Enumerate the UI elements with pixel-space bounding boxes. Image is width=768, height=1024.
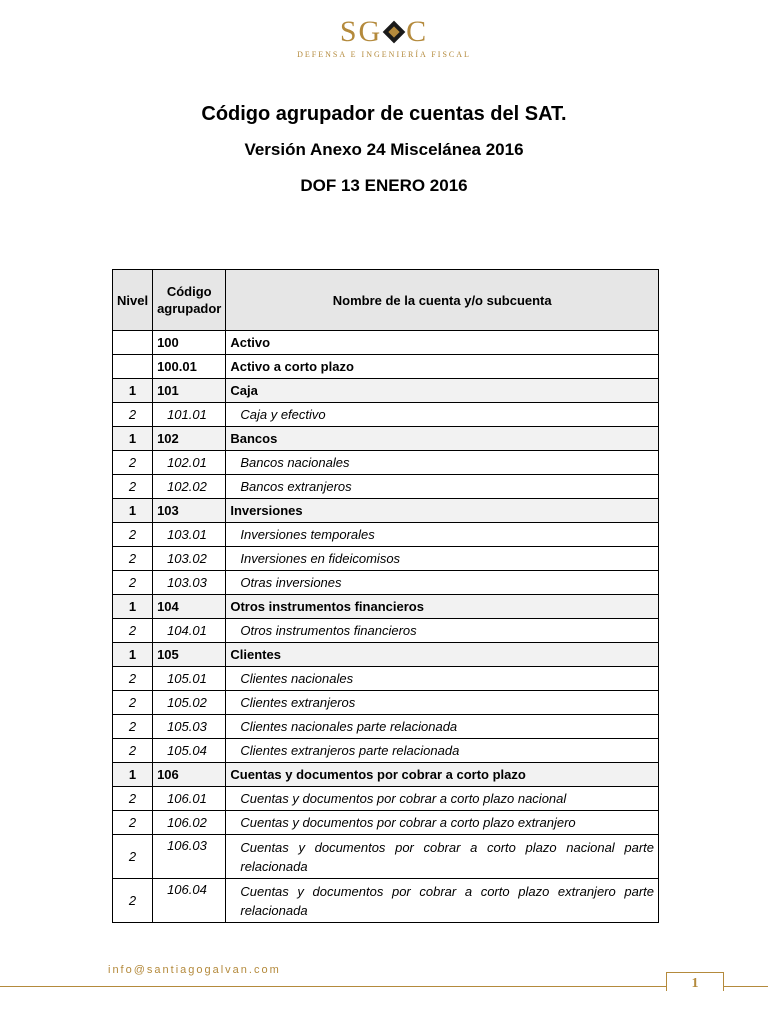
table-row [113,403,659,427]
document-title: Código agrupador de cuentas del SAT. [201,103,567,125]
cell-nombre: Caja y efectivo [226,403,659,427]
table-row [113,499,659,523]
table-row [113,427,659,451]
cell-nivel: 2 [113,879,153,923]
cell-codigo: 105.04 [153,739,226,763]
cell-nombre: Clientes extranjeros [226,691,659,715]
cell-nivel: 2 [113,835,153,879]
table-row [113,475,659,499]
table-row [113,619,659,643]
table-row [113,715,659,739]
cell-nombre: Cuentas y documentos por cobrar a corto plazo extranjero [226,811,659,835]
cell-codigo: 100 [153,331,226,355]
cell-codigo: 106 [153,763,226,787]
cell-nombre: Cuentas y documentos por cobrar a corto plazo nacional parte relacionada [226,835,659,879]
table-body [113,331,659,923]
cell-codigo: 106.02 [153,811,226,835]
footer-divider [0,986,768,987]
cell-codigo: 103.02 [153,547,226,571]
table-row [113,667,659,691]
cell-nivel: 2 [113,619,153,643]
accounts-table [112,269,659,923]
cell-codigo: 104.01 [153,619,226,643]
table-row [113,523,659,547]
cell-nombre: Caja [226,379,659,403]
table-row [113,547,659,571]
table-row [113,643,659,667]
cell-nivel: 1 [113,763,153,787]
cell-codigo: 103.03 [153,571,226,595]
table-row [113,451,659,475]
cell-nivel: 1 [113,379,153,403]
cell-codigo: 103.01 [153,523,226,547]
cell-codigo: 106.03 [153,835,226,879]
table-row [113,811,659,835]
table-row [113,331,659,355]
cell-codigo: 100.01 [153,355,226,379]
cell-nivel: 1 [113,499,153,523]
cell-nivel: 2 [113,571,153,595]
logo-letters-left: SG [339,15,383,48]
cell-codigo: 106.01 [153,787,226,811]
cell-nivel: 2 [113,787,153,811]
cell-codigo: 106.04 [153,879,226,923]
cell-nombre: Clientes extranjeros parte relacionada [226,739,659,763]
cell-nombre: Activo a corto plazo [226,355,659,379]
table-row [113,379,659,403]
cell-nombre: Inversiones en fideicomisos [226,547,659,571]
cell-nombre: Otros instrumentos financieros [226,619,659,643]
table-row [113,355,659,379]
cell-codigo: 105 [153,643,226,667]
cell-nivel: 2 [113,691,153,715]
table-row [113,763,659,787]
table-row [113,879,659,923]
cell-nivel: 2 [113,811,153,835]
cell-nivel: 2 [113,547,153,571]
cell-nombre: Cuentas y documentos por cobrar a corto plazo extranjero parte relacionada [226,879,659,923]
table-row [113,739,659,763]
cell-nivel: 2 [113,451,153,475]
cell-nombre: Bancos nacionales [226,451,659,475]
cell-nivel: 2 [113,403,153,427]
cell-nombre: Cuentas y documentos por cobrar a corto plazo [226,763,659,787]
cell-nivel: 2 [113,667,153,691]
table-row [113,835,659,879]
cell-nombre: Inversiones temporales [226,523,659,547]
document-subtitle: Versión Anexo 24 Miscelánea 2016 [244,140,524,159]
cell-nivel: 1 [113,595,153,619]
cell-codigo: 105.03 [153,715,226,739]
logo-mark [0,16,768,48]
cell-codigo: 105.01 [153,667,226,691]
header-nombre: Nombre de la cuenta y/o subcuenta [226,270,659,331]
cell-codigo: 105.02 [153,691,226,715]
cell-nombre: Otros instrumentos financieros [226,595,659,619]
table-row [113,691,659,715]
footer-email: info@santiagogalvan.com [108,964,281,976]
cell-nivel [113,355,153,379]
table-row [113,787,659,811]
page-number: 1 [666,972,724,991]
cell-nivel: 2 [113,739,153,763]
cell-nombre: Activo [226,331,659,355]
cell-nombre: Clientes nacionales parte relacionada [226,715,659,739]
cell-nivel [113,331,153,355]
document-date: DOF 13 ENERO 2016 [300,176,468,195]
cell-codigo: 102.01 [153,451,226,475]
cell-nombre: Bancos extranjeros [226,475,659,499]
cell-nombre: Inversiones [226,499,659,523]
cell-codigo: 102 [153,427,226,451]
logo-letters-right: C [406,15,429,48]
logo-tagline: DEFENSA E INGENIERÍA FISCAL [297,50,471,59]
cell-nombre: Clientes nacionales [226,667,659,691]
cell-nombre: Bancos [226,427,659,451]
logo-diamond-icon [383,21,406,44]
table-row [113,595,659,619]
header-nivel: Nivel [113,270,153,331]
cell-nombre: Otras inversiones [226,571,659,595]
cell-codigo: 103 [153,499,226,523]
cell-nivel: 1 [113,643,153,667]
cell-nivel: 2 [113,715,153,739]
cell-nivel: 1 [113,427,153,451]
cell-nombre: Clientes [226,643,659,667]
cell-nivel: 2 [113,523,153,547]
document-header [0,100,768,198]
company-logo [0,16,768,59]
cell-nombre: Cuentas y documentos por cobrar a corto plazo nacional [226,787,659,811]
header-codigo: Código agrupador [153,270,226,331]
table-header-row [113,270,659,331]
cell-codigo: 102.02 [153,475,226,499]
cell-codigo: 104 [153,595,226,619]
cell-codigo: 101.01 [153,403,226,427]
table-row [113,571,659,595]
cell-nivel: 2 [113,475,153,499]
cell-codigo: 101 [153,379,226,403]
